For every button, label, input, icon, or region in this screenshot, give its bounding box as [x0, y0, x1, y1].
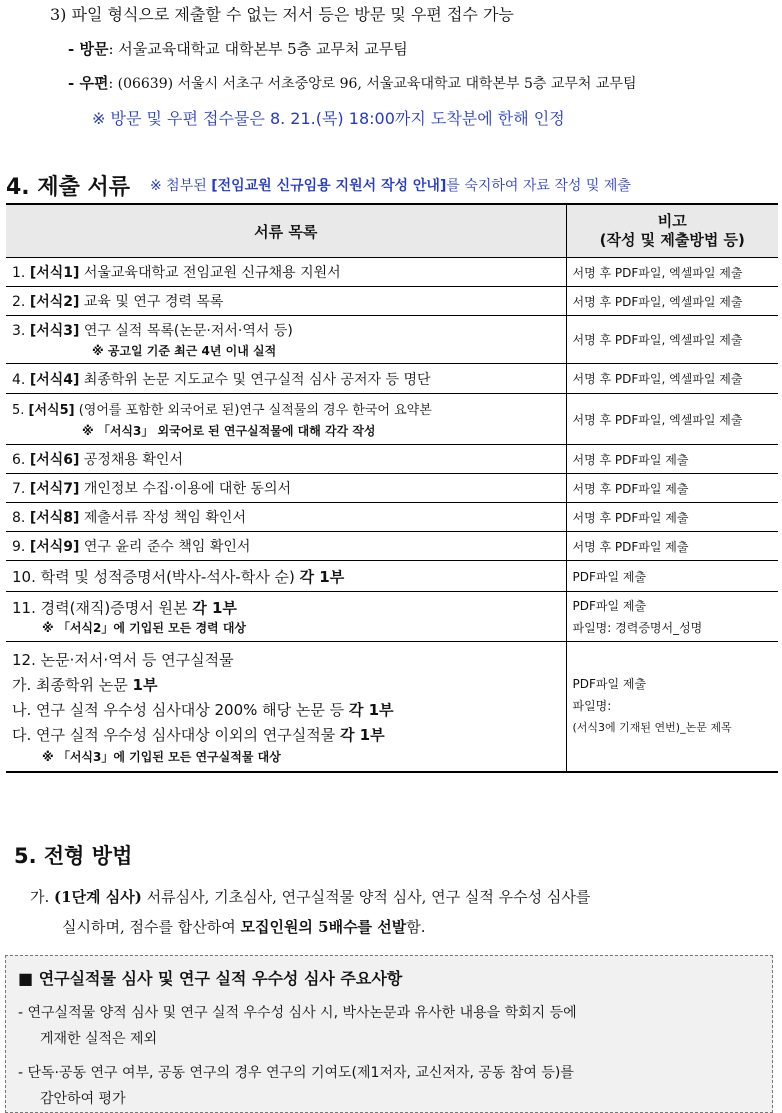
table-row [6, 445, 778, 474]
remark-cell [566, 642, 778, 772]
form-tag: [서식8] [29, 510, 80, 526]
doc-text: 개인정보 수집·이용에 대한 동의서 [79, 481, 291, 497]
row-num: 3. [12, 323, 30, 339]
doc-text: 연구 실적 목록(논문·저서·역서 등) [79, 323, 293, 339]
visit-address [68, 38, 408, 59]
section5-para-line2 [62, 916, 426, 937]
doc-text: 최종학위 논문 지도교수 및 연구실적 심사 공저자 등 명단 [79, 371, 431, 388]
form-tag: [서식4] [29, 371, 80, 388]
doc-text: 연구 윤리 준수 책임 확인서 [79, 539, 251, 555]
table-row [6, 532, 778, 561]
row-num: 2. [12, 294, 30, 310]
table-row [6, 316, 778, 364]
row-num: 9. [12, 539, 30, 555]
doc-count: 각 1부 [192, 599, 237, 617]
form-tag: [서식6] [29, 452, 80, 468]
remark-cell: 서명 후 PDF파일 제출 [566, 532, 778, 561]
doc-subnote: ※ 「서식3」에 기입된 모든 연구실적물 대상 [42, 749, 281, 764]
doc-line [12, 400, 560, 422]
row-num: 6. [12, 452, 30, 468]
para-text: 실시하며, 점수를 합산하여 [62, 918, 241, 936]
doc-line [12, 673, 560, 698]
form-tag: [서식3] [29, 323, 80, 339]
form-tag: [서식1] [29, 265, 80, 281]
deadline-note: ※ 방문 및 우편 접수물은 8. 21.(목) 18:00까지 도착분에 한해 인정 [92, 109, 565, 128]
remark-cell: PDF파일 제출 [566, 561, 778, 592]
doc-cell [6, 592, 566, 642]
doc-cell [6, 474, 566, 503]
para-text: 서류심사, 기초심사, 연구실적물 양적 심사, 연구 실적 우수성 심사를 [141, 888, 591, 906]
remark-line: (서식3에 기재된 연번)_논문 제목 [572, 721, 732, 735]
header-remarks-line1: 비고 [657, 212, 687, 230]
doc-text: 제출서류 작성 책임 확인서 [79, 510, 246, 526]
doc-cell [6, 445, 566, 474]
form-tag: [서식5] [28, 402, 75, 418]
doc-line [12, 698, 560, 723]
doc-cell [6, 561, 566, 592]
doc-text: 교육 및 연구 경력 목록 [79, 294, 224, 310]
section4-note [150, 175, 631, 195]
review-notice-box [5, 955, 773, 1113]
doc-cell [6, 316, 566, 364]
form-tag: [서식2] [29, 294, 80, 310]
remark-cell: 서명 후 PDF파일, 엑셀파일 제출 [566, 316, 778, 364]
doc-text: 11. 경력(재직)증명서 원본 [12, 599, 193, 617]
remark-cell: 서명 후 PDF파일 제출 [566, 503, 778, 532]
section4-note-prefix: ※ 첨부된 [150, 178, 212, 194]
remark-cell: 서명 후 PDF파일 제출 [566, 474, 778, 503]
doc-count: 1부 [132, 675, 158, 694]
row-num: 7. [12, 481, 30, 497]
remark-cell [566, 592, 778, 642]
table-row [6, 394, 778, 445]
table-row [6, 642, 778, 772]
doc-text: 공정채용 확인서 [79, 452, 183, 468]
visit-text: : 서울교육대학교 대학본부 5층 교무처 교무팀 [108, 40, 408, 58]
box-item-cont: 게재한 실적은 제외 [40, 1031, 158, 1047]
doc-subnote: ※ 「서식2」에 기입된 모든 경력 대상 [42, 621, 247, 635]
remark-line: PDF파일 제출 [572, 677, 647, 692]
mail-text: : (06639) 서울시 서초구 서초중앙로 96, 서울교육대학교 대학본부 5층 교무처 교무팀 [108, 76, 637, 92]
remark-cell: 서명 후 PDF파일, 엑셀파일 제출 [566, 364, 778, 394]
doc-subnote: ※ 「서식3」 외국어로 된 연구실적물에 대해 각각 작성 [82, 423, 376, 438]
header-remarks-line2: (작성 및 제출방법 등) [599, 231, 745, 249]
row-num: 5. [12, 402, 29, 418]
form-tag: [서식7] [29, 481, 80, 497]
doc-text: (영어를 포함한 외국어로 된)연구 실적물의 경우 한국어 요약본 [74, 402, 432, 418]
remark-line: 파일명: 경력증명서_성명 [572, 620, 703, 635]
remark-cell: 서명 후 PDF파일, 엑셀파일 제출 [566, 287, 778, 316]
section5-title: 5. 전형 방법 [14, 844, 133, 868]
doc-text: 나. 연구 실적 우수성 심사대상 200% 해당 논문 등 [12, 700, 349, 719]
doc-cell [6, 287, 566, 316]
box-item: - 단독·공동 연구 여부, 공동 연구의 경우 연구의 기여도(제1저자, 교신저자, 공동 참여 등)를 [18, 1065, 574, 1081]
table-row [6, 364, 778, 394]
doc-line [12, 320, 560, 342]
row-num: 4. [12, 371, 30, 388]
format-note-line: 3) 파일 형식으로 제출할 수 없는 저서 등은 방문 및 우편 접수 가능 [50, 5, 514, 24]
section4-note-bold: [전임교원 신규임용 지원서 작성 안내] [211, 178, 447, 194]
section4-title: 4. 제출 서류 [6, 175, 130, 200]
mail-label: - 우편 [68, 74, 109, 92]
remark-cell: 서명 후 PDF파일, 엑셀파일 제출 [566, 258, 778, 287]
table-row [6, 503, 778, 532]
para-prefix: 가. [30, 888, 55, 906]
box-title: ■ 연구실적물 심사 및 연구 실적 우수성 심사 주요사항 [18, 969, 403, 988]
doc-cell [6, 364, 566, 394]
box-item: - 연구실적물 양적 심사 및 연구 실적 우수성 심사 시, 박사논문과 유사한 내용을 학회지 등에 [18, 1005, 577, 1021]
table-row [6, 287, 778, 316]
table-row [6, 258, 778, 287]
table-header-row [6, 204, 778, 258]
para-bold: 모집인원의 5배수를 선발 [240, 918, 407, 936]
doc-cell [6, 532, 566, 561]
row-num: 8. [12, 510, 30, 526]
doc-line [12, 723, 560, 748]
doc-count: 각 1부 [339, 725, 385, 744]
doc-subnote: ※ 공고일 기준 최근 4년 이내 실적 [92, 344, 277, 358]
remark-line: 파일명: [572, 699, 612, 714]
header-doc-list: 서류 목록 [6, 204, 566, 258]
doc-cell [6, 258, 566, 287]
doc-text: 가. 최종학위 논문 [12, 675, 133, 694]
doc-text: 서울교육대학교 전임교원 신규채용 지원서 [79, 265, 341, 281]
remark-cell: 서명 후 PDF파일, 엑셀파일 제출 [566, 394, 778, 445]
section5-para-line1 [30, 886, 590, 907]
doc-count: 각 1부 [299, 567, 345, 586]
doc-text: 10. 학력 및 성적증명서(박사-석사-학사 순) [12, 567, 300, 586]
header-remarks [566, 204, 778, 258]
table-row [6, 561, 778, 592]
doc-cell [6, 642, 566, 772]
doc-cell [6, 503, 566, 532]
para-bold: (1단계 심사) [54, 888, 142, 906]
remark-line: PDF파일 제출 [572, 598, 647, 613]
mail-address [68, 72, 636, 93]
form-tag: [서식9] [29, 539, 80, 555]
box-item-cont: 감안하여 평가 [40, 1091, 126, 1107]
para-text: 함. [406, 918, 426, 936]
table-row [6, 592, 778, 642]
row-num: 1. [12, 265, 30, 281]
doc-text: 다. 연구 실적 우수성 심사대상 이외의 연구실적물 [12, 725, 340, 744]
doc-line: 12. 논문·저서·역서 등 연구실적물 [12, 650, 234, 669]
doc-count: 각 1부 [348, 700, 394, 719]
documents-table [6, 203, 778, 773]
section4-note-suffix: 를 숙지하여 자료 작성 및 제출 [446, 178, 631, 194]
remark-cell: 서명 후 PDF파일 제출 [566, 445, 778, 474]
visit-label: - 방문 [68, 40, 109, 58]
doc-cell [6, 394, 566, 445]
doc-line [12, 597, 560, 619]
table-row [6, 474, 778, 503]
